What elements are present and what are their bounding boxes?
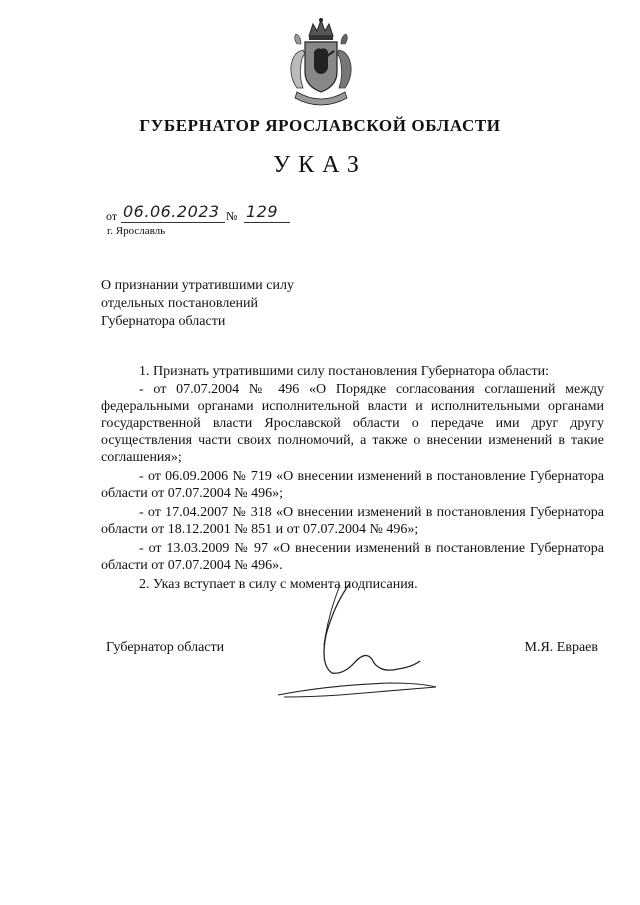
decree-body	[101, 363, 604, 594]
date-underline	[121, 222, 225, 223]
list-item: - от 06.09.2006 № 719 «О внесении изменений в постановление Губернатора области от 07.07.2004 № 496»;	[101, 469, 604, 501]
signatory-role: Губернатор области	[106, 640, 225, 655]
date-value: 06.06.2023	[123, 202, 220, 221]
number-underline	[244, 222, 290, 223]
subject-line: Губернатора области	[101, 314, 226, 329]
list-item: - от 07.07.2004 № 496 «О Порядке согласования соглашений между федеральными органами исполнительной власти и исполнительными органами государственной власти Ярославской области о передаче ими друг другу осуществления части своих полномочий, а также о внесении изменений в такие соглашения»;	[101, 382, 604, 465]
list-item: - от 17.04.2007 № 318 «О внесении изменений в постановления Губернатора области от 18.12.2001 № 851 и от 07.07.2004 № 496»;	[101, 505, 604, 537]
document-type: УКАЗ	[273, 152, 367, 178]
date-number-line	[106, 204, 296, 224]
list-item: - от 13.03.2009 № 97 «О внесении изменений в постановление Губернатора области от 07.07.2004 № 496».	[101, 541, 604, 573]
paragraph-2: 2. Указ вступает в силу с момента подписания.	[139, 577, 418, 592]
subject-block	[101, 277, 361, 331]
number-value: 129	[246, 202, 279, 221]
paragraph-1: 1. Признать утратившими силу постановления Губернатора области:	[139, 364, 549, 379]
subject-line: отдельных постановлений	[101, 296, 259, 311]
authority-title: ГУБЕРНАТОР ЯРОСЛАВСКОЙ ОБЛАСТИ	[139, 116, 501, 135]
number-label: №	[226, 209, 238, 223]
city: г. Ярославль	[107, 225, 166, 237]
signature-row	[0, 640, 640, 660]
yaroslavl-coat-of-arms-icon	[283, 16, 359, 112]
subject-line: О признании утратившими силу	[101, 278, 294, 293]
signatory-name: М.Я. Евраев	[524, 640, 598, 655]
date-label: от	[106, 209, 118, 223]
